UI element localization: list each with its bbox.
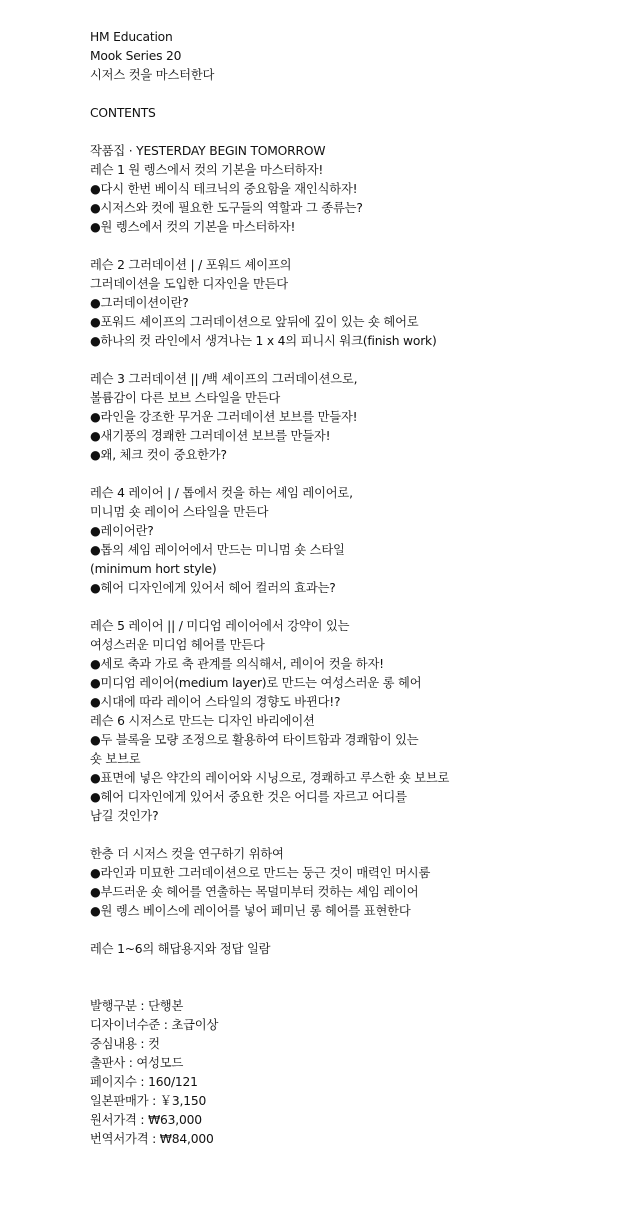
- section-line: 작품집 · YESTERDAY BEGIN TOMORROW: [90, 144, 326, 158]
- info-row: [90, 1016, 630, 1035]
- info-row: [90, 1130, 630, 1149]
- section-line: 여성스러운 미디엄 헤어를 만든다: [90, 638, 265, 652]
- bullet-item: ● 그러데이션이란?: [90, 294, 630, 313]
- info-value: ₩63,000: [148, 1113, 202, 1127]
- section-line: 레슨 6 시저스로 만드는 디자인 바리에이션: [90, 714, 315, 728]
- series-line: Mook Series 20: [90, 49, 182, 63]
- contents-section: [90, 845, 630, 921]
- contents-section: [90, 256, 630, 351]
- section-line: (minimum hort style): [90, 562, 217, 576]
- contents-heading: CONTENTS: [90, 106, 156, 120]
- bullet-item: ● 원 렝스 베이스에 레이어를 넣어 페미닌 롱 헤어를 표현한다: [90, 902, 630, 921]
- document-body: [90, 28, 630, 1149]
- bullet-item: ● 포워드 셰이프의 그러데이션으로 앞뒤에 깊이 있는 숏 헤어로: [90, 313, 630, 332]
- bullet-item: ● 미디엄 레이어(medium layer)로 만드는 여성스러운 롱 헤어: [90, 674, 630, 693]
- info-value: 여성모드: [136, 1056, 184, 1070]
- info-separator: :: [136, 999, 149, 1013]
- info-label: 디자이너수준: [90, 1018, 161, 1032]
- info-label: 일본판매가: [90, 1094, 149, 1108]
- contents-section: [90, 940, 630, 959]
- contents-section: [90, 617, 630, 826]
- contents-section: [90, 484, 630, 598]
- bullet-item: ● 라인을 강조한 무거운 그러데이션 보브를 만들자!: [90, 408, 630, 427]
- bullet-item: ● 새기풍의 경쾌한 그러데이션 보브를 만들자!: [90, 427, 630, 446]
- info-value: 컷: [148, 1037, 160, 1051]
- contents-section: [90, 142, 630, 237]
- info-separator: :: [148, 1132, 160, 1146]
- section-line: 숏 보브로: [90, 752, 141, 766]
- info-row: [90, 1035, 630, 1054]
- info-row: [90, 1111, 630, 1130]
- book-title: 시저스 컷을 마스터한다: [90, 68, 215, 82]
- info-label: 번역서가격: [90, 1132, 149, 1146]
- section-line: 그러데이션을 도입한 디자인을 만든다: [90, 277, 288, 291]
- section-line: 볼륨감이 다른 보브 스타일을 만든다: [90, 391, 281, 405]
- info-row: [90, 1092, 630, 1111]
- section-line: 레슨 2 그러데이션 | / 포워드 셰이프의: [90, 258, 292, 272]
- section-line: 미니멈 숏 레이어 스타일을 만든다: [90, 505, 269, 519]
- info-separator: :: [136, 1113, 149, 1127]
- section-line: 레슨 4 레이어 | / 톱에서 컷을 하는 셰임 레이어로,: [90, 486, 353, 500]
- bullet-item: ● 다시 한번 베이식 테크닉의 중요함을 재인식하자!: [90, 180, 630, 199]
- info-row: [90, 997, 630, 1016]
- bullet-item: ● 톱의 셰임 레이어에서 만드는 미니멈 숏 스타일: [90, 541, 630, 560]
- section-line: 레슨 3 그러데이션 || /백 셰이프의 그러데이션으로,: [90, 372, 358, 386]
- bullet-item: ● 하나의 컷 라인에서 생겨나는 1 x 4의 피니시 워크(finish work): [90, 332, 630, 351]
- info-separator: :: [148, 1094, 160, 1108]
- bullet-item: ● 레이어란?: [90, 522, 630, 541]
- bullet-item: ● 라인과 미묘한 그러데이션으로 만드는 둥근 것이 매력인 머시룸: [90, 864, 630, 883]
- info-value: 160/121: [148, 1075, 198, 1089]
- info-label: 발행구분: [90, 999, 137, 1013]
- section-line: 남길 것인가?: [90, 809, 159, 823]
- info-value: ￥3,150: [159, 1094, 207, 1108]
- section-line: 레슨 5 레이어 || / 미디엄 레이어에서 강약이 있는: [90, 619, 350, 633]
- bullet-item: ● 왜, 체크 컷이 중요한가?: [90, 446, 630, 465]
- info-label: 원서가격: [90, 1113, 137, 1127]
- bullet-item: ● 부드러운 숏 헤어를 연출하는 목덜미부터 컷하는 셰임 레이어: [90, 883, 630, 902]
- bullet-item: ● 세로 축과 가로 축 관계를 의식해서, 레이어 컷을 하자!: [90, 655, 630, 674]
- header-block: [90, 28, 630, 85]
- info-separator: :: [136, 1037, 149, 1051]
- section-line: 한층 더 시저스 컷을 연구하기 위하여: [90, 847, 284, 861]
- info-separator: :: [136, 1075, 149, 1089]
- publisher-line: HM Education: [90, 30, 173, 44]
- section-line: 레슨 1 원 렝스에서 컷의 기본을 마스터하자!: [90, 163, 324, 177]
- info-separator: :: [160, 1018, 172, 1032]
- bullet-item: ● 시대에 따라 레이어 스타일의 경향도 바뀐다!?: [90, 693, 630, 712]
- info-separator: :: [125, 1056, 137, 1070]
- contents-section: [90, 370, 630, 465]
- info-label: 출판사: [90, 1056, 126, 1070]
- bullet-item: ● 원 렝스에서 컷의 기본을 마스터하자!: [90, 218, 630, 237]
- bullet-item: ● 두 블록을 모량 조정으로 활용하여 타이트함과 경쾌함이 있는: [90, 731, 630, 750]
- info-label: 페이지수: [90, 1075, 137, 1089]
- contents-list: [90, 142, 630, 959]
- bullet-item: ● 표면에 넣은 약간의 레이어와 시닝으로, 경쾌하고 루스한 숏 보브로: [90, 769, 630, 788]
- bullet-item: ● 시저스와 컷에 필요한 도구들의 역할과 그 종류는?: [90, 199, 630, 218]
- info-value: 단행본: [148, 999, 184, 1013]
- book-info: [90, 997, 630, 1149]
- info-value: 초급이상: [171, 1018, 219, 1032]
- bullet-item: ● 헤어 디자인에게 있어서 중요한 것은 어디를 자르고 어디를: [90, 788, 630, 807]
- bullet-item: ● 헤어 디자인에게 있어서 헤어 컬러의 효과는?: [90, 579, 630, 598]
- info-value: ₩84,000: [159, 1132, 214, 1146]
- info-row: [90, 1073, 630, 1092]
- section-line: 레슨 1~6의 해답용지와 정답 일람: [90, 942, 271, 956]
- info-label: 중심내용: [90, 1037, 137, 1051]
- info-row: [90, 1054, 630, 1073]
